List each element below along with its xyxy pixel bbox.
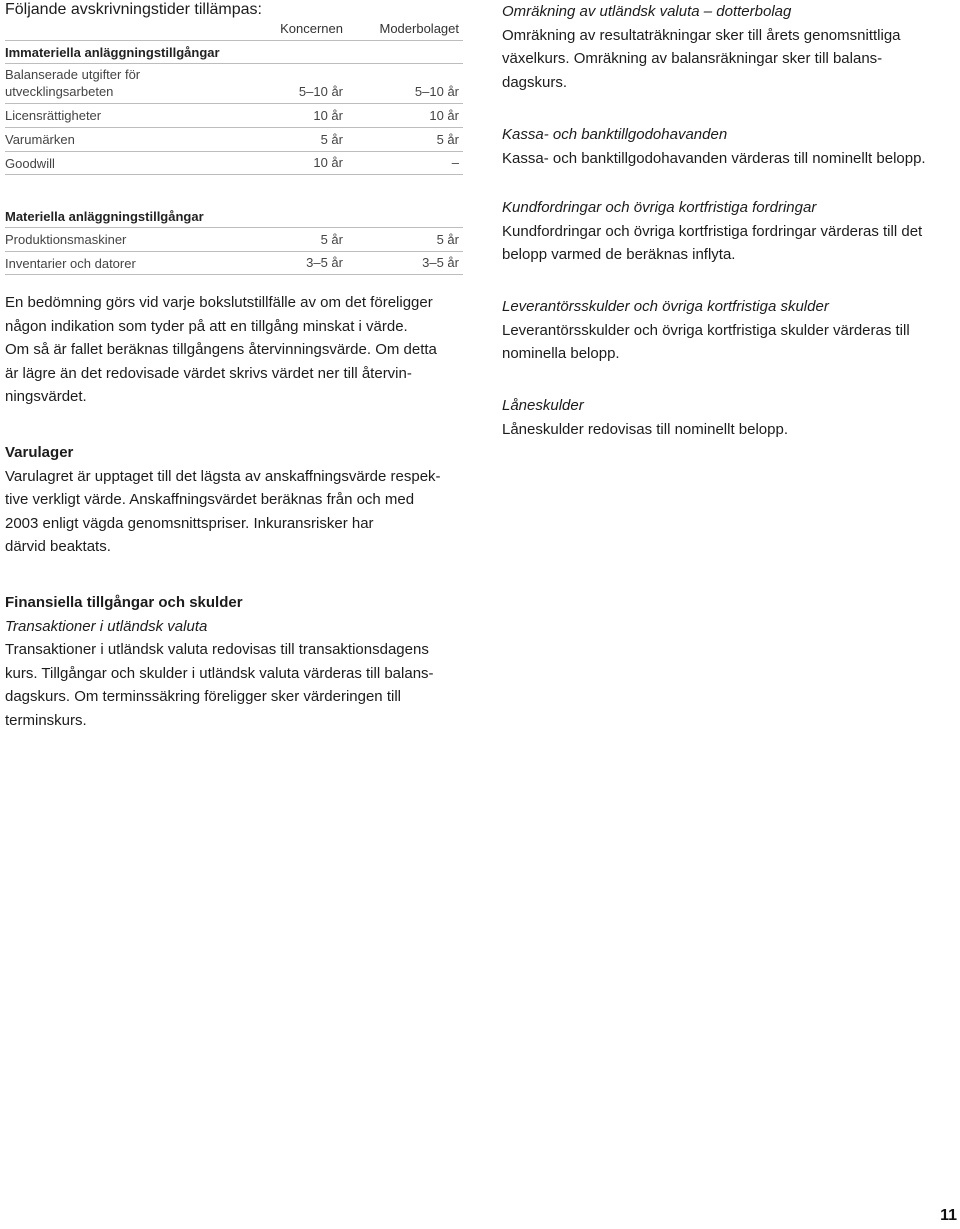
omrakning-section: Omräkning av utländsk valuta – dotterbolag Omräkning av resultaträkningar sker till årets genomsnittliga växelkurs. Omräkning av balansräkningar sker till balans- dagskurs. <box>502 0 954 94</box>
row-label: Inventarier och datorer <box>5 256 136 271</box>
row-label: Goodwill <box>5 156 55 171</box>
table-row <box>5 63 463 103</box>
section-subheading: Omräkning av utländsk valuta – dotterbolag <box>502 3 792 20</box>
table-group-immateriella <box>5 41 463 175</box>
table-row <box>5 251 463 275</box>
group-title: Immateriella anläggningstillgångar <box>5 45 220 60</box>
page-number: 11 <box>940 1207 957 1224</box>
row-label: Varumärken <box>5 132 75 147</box>
table-group-materiella <box>5 205 463 275</box>
column-header-moderbolaget: Moderbolaget <box>379 21 459 36</box>
value-moderbolaget: 10 år <box>429 108 459 123</box>
row-label: Licensrättigheter <box>5 108 102 123</box>
value-koncernen: 5 år <box>320 132 343 147</box>
kundfordringar-section: Kundfordringar och övriga kortfristiga fordringar Kundfordringar och övriga kortfristiga fordringar värderas till det belopp varmed de beräknas inflyta. <box>502 196 954 267</box>
value-koncernen: 3–5 år <box>306 255 343 270</box>
column-header-koncernen: Koncernen <box>280 21 343 36</box>
value-koncernen: 10 år <box>313 155 343 170</box>
section-subheading: Låneskulder <box>502 397 584 414</box>
value-moderbolaget: – <box>451 155 459 170</box>
kassa-section: Kassa- och banktillgodohavanden Kassa- och banktillgodohavanden värderas till nominellt belopp. <box>502 123 954 170</box>
row-label: Balanserade utgifter för utvecklingsarbeten <box>5 67 141 99</box>
section-subheading: Transaktioner i utländsk valuta <box>5 617 208 635</box>
section-subheading: Kundfordringar och övriga kortfristiga fordringar <box>502 199 817 216</box>
value-moderbolaget: 5 år <box>436 232 459 247</box>
value-koncernen: 5 år <box>320 232 343 247</box>
impairment-paragraph: En bedömning görs vid varje bokslutstillfälle av om det föreligger någon indikation som tyder på att en tillgång minskat i värde. Om så är fallet beräknas tillgångens återvinningsvärde. Om detta är lägre än det redovisade värdet skrivs värdet ner till återvin- ningsvärdet. <box>5 294 437 405</box>
table-row <box>5 127 463 151</box>
value-moderbolaget: 5 år <box>436 132 459 147</box>
finansiella-section: Finansiella tillgångar och skulder Transaktioner i utländsk valuta Transaktioner i utländsk valuta redovisas till transaktionsdagens kurs. Tillgångar och skulder i utländsk valuta värderas till balans- dagskurs. Om terminssäkring föreligger sker värderingen till terminskurs. <box>5 591 434 732</box>
laneskulder-section: Låneskulder Låneskulder redovisas till nominellt belopp. <box>502 394 954 441</box>
group-title: Materiella anläggningstillgångar <box>5 209 204 224</box>
value-moderbolaget: 3–5 år <box>422 255 459 270</box>
table-row <box>5 227 463 251</box>
section-subheading: Kassa- och banktillgodohavanden <box>502 126 728 143</box>
leverantor-section: Leverantörsskulder och övriga kortfristiga skulder Leverantörsskulder och övriga kortfristiga skulder värderas till nominella belopp. <box>502 295 954 366</box>
table-intro: Följande avskrivningstider tillämpas: <box>5 1 262 18</box>
table-row <box>5 103 463 127</box>
value-koncernen: 10 år <box>313 108 343 123</box>
section-subheading: Leverantörsskulder och övriga kortfristiga skulder <box>502 298 829 315</box>
section-heading: Varulager <box>5 444 74 461</box>
table-row <box>5 151 463 175</box>
value-moderbolaget: 5–10 år <box>414 84 459 99</box>
section-heading: Finansiella tillgångar och skulder <box>5 594 243 611</box>
value-koncernen: 5–10 år <box>298 84 343 99</box>
row-label: Produktionsmaskiner <box>5 232 127 247</box>
varulager-section: Varulager Varulagret är upptaget till det lägsta av anskaffningsvärde respek- tive verkligt värde. Anskaffningsvärdet beräknas från och med 2003 enligt vägda genomsnittspriser. Inkuransrisker har därvid beaktats. <box>5 441 441 559</box>
